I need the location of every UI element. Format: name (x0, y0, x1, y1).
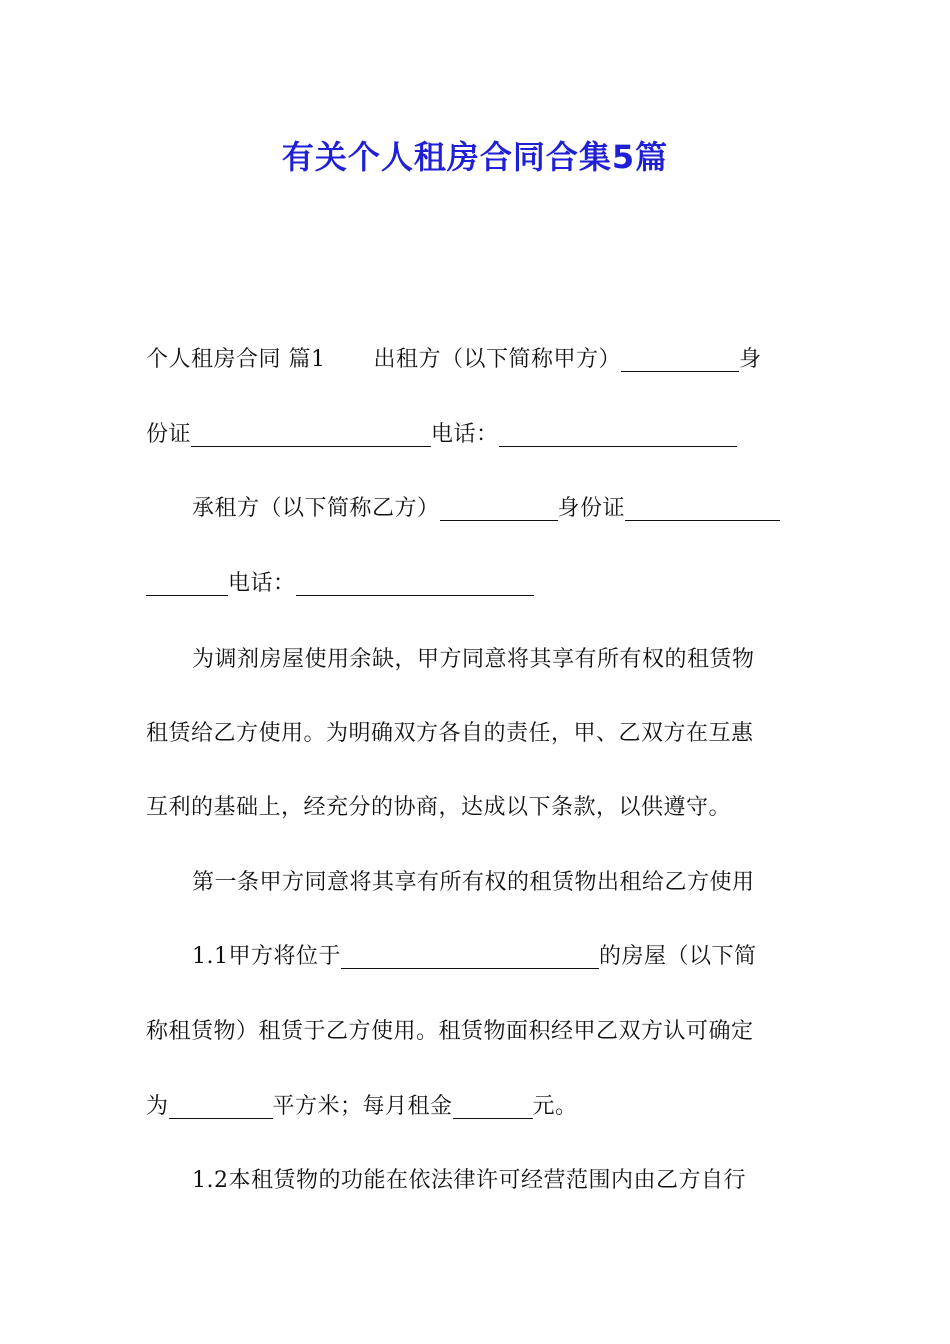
text-segment: 身份证 (557, 496, 626, 521)
text-segment: 电话： (431, 422, 499, 447)
text-segment: 承租方（以下简称乙方） (192, 496, 440, 521)
text-segment: 份证 (146, 422, 192, 447)
fill-blank (499, 424, 737, 447)
text-segment: 1.1甲方将位于 (192, 944, 341, 969)
text-line: 1.2本租赁物的功能在依法律许可经营范围内由乙方自行 (192, 1168, 746, 1193)
text-line (146, 569, 806, 599)
section-heading: 个人租房合同 篇1 (146, 347, 326, 372)
text-segment: 为 (146, 1094, 169, 1119)
fill-blank (453, 1096, 533, 1119)
text-segment: 的房屋（以下简 (599, 944, 757, 969)
text-line (146, 942, 852, 972)
text-segment: 元。 (532, 1094, 578, 1119)
text-line: 为调剂房屋使用余缺，甲方同意将其享有所有权的租赁物 (192, 647, 755, 672)
text-line: 租赁给乙方使用。为明确双方各自的责任，甲、乙双方在互惠 (146, 721, 754, 746)
fill-blank (169, 1096, 273, 1119)
fill-blank (296, 573, 534, 596)
fill-blank (191, 424, 431, 447)
text-line (146, 420, 806, 450)
text-line (146, 345, 806, 375)
text-line: 称租赁物）租赁于乙方使用。租赁物面积经甲乙双方认可确定 (146, 1019, 754, 1044)
text-line: 第一条甲方同意将其享有所有权的租赁物出租给乙方使用 (192, 870, 755, 895)
fill-blank (341, 946, 599, 969)
text-segment: 身 (739, 347, 762, 372)
fill-blank (146, 573, 228, 596)
text-segment: 电话： (228, 571, 296, 596)
text-line (146, 1092, 806, 1122)
text-segment: 平方米；每月租金 (272, 1094, 453, 1119)
text-line: 互利的基础上，经充分的协商，达成以下条款，以供遵守。 (146, 795, 732, 820)
text-line (146, 494, 852, 524)
fill-blank (621, 349, 739, 372)
fill-blank (625, 498, 780, 521)
text-segment: 出租方（以下简称甲方） (373, 347, 622, 372)
document-title: 有关个人租房合同合集5篇 (281, 138, 669, 176)
fill-blank (440, 498, 558, 521)
